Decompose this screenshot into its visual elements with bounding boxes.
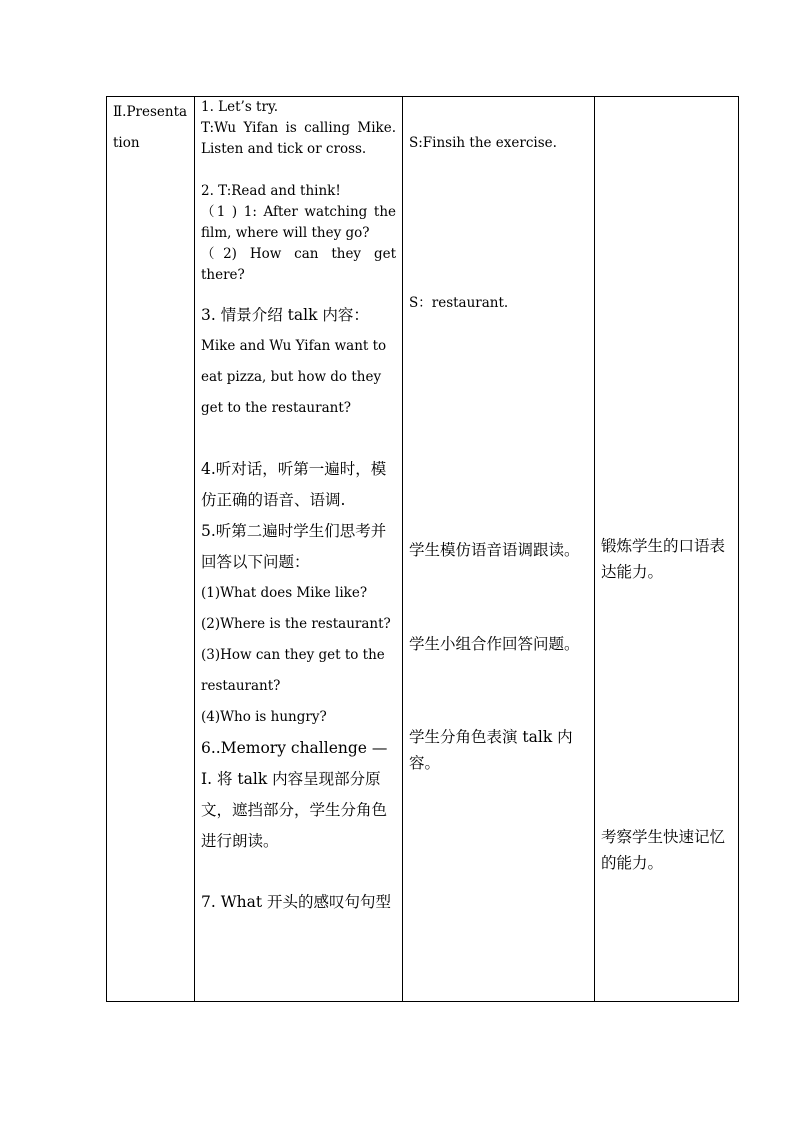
step2-question1: （1 ) 1: After watching the film, where will they go? (201, 204, 396, 241)
student-activity-4: 学生小组合作回答问题。 (409, 635, 580, 653)
step4-text: 4.听对话，听第一遍时，模仿正确的语音、语调. (201, 460, 387, 509)
student-activity-cell (403, 97, 595, 1002)
question-3: (3)How can they get to the restaurant? (201, 647, 385, 694)
step1-title: 1. Let’s try. (201, 99, 279, 115)
stage-label: Ⅱ.Presentation (113, 104, 188, 151)
student-activity-5: 学生分角色表演 talk 内容。 (409, 728, 573, 772)
question-2: (2)Where is the restaurant? (201, 616, 391, 632)
step2-title: 2. T:Read and think! (201, 183, 341, 199)
question-1: (1)What does Mike like? (201, 585, 368, 601)
student-activity-3: 学生模仿语音语调跟读。 (409, 541, 580, 559)
step1-text: T:Wu Yifan is calling Mike. Listen and tick or cross. (201, 120, 396, 157)
purpose-1: 锻炼学生的口语表达能力。 (601, 537, 726, 581)
step3-heading: 3. 情景介绍 talk 内容： (201, 306, 369, 324)
student-answer-2: S：restaurant. (409, 295, 509, 311)
stage-cell (107, 97, 195, 1002)
table-row (107, 97, 739, 1002)
question-4: (4)Who is hungry? (201, 709, 327, 725)
lesson-plan-table (106, 96, 739, 1002)
step2-question2: （2) How can they get there? (201, 246, 396, 283)
step3-text: Mike and Wu Yifan want to eat pizza, but how do they get to the restaurant? (201, 338, 387, 416)
step5-text: 5.听第二遍时学生们思考并回答以下问题： (201, 522, 387, 571)
step6-text: 6..Memory challenge —I. 将 talk 内容呈现部分原文，遮挡部分，学生分角色进行朗读。 (201, 739, 388, 850)
student-answer-1: S:Finsih the exercise. (409, 135, 557, 151)
teacher-activity-cell (195, 97, 403, 1002)
purpose-cell (595, 97, 739, 1002)
step7-text: 7. What 开头的感叹句句型 (201, 893, 392, 911)
purpose-2: 考察学生快速记忆的能力。 (601, 828, 726, 872)
